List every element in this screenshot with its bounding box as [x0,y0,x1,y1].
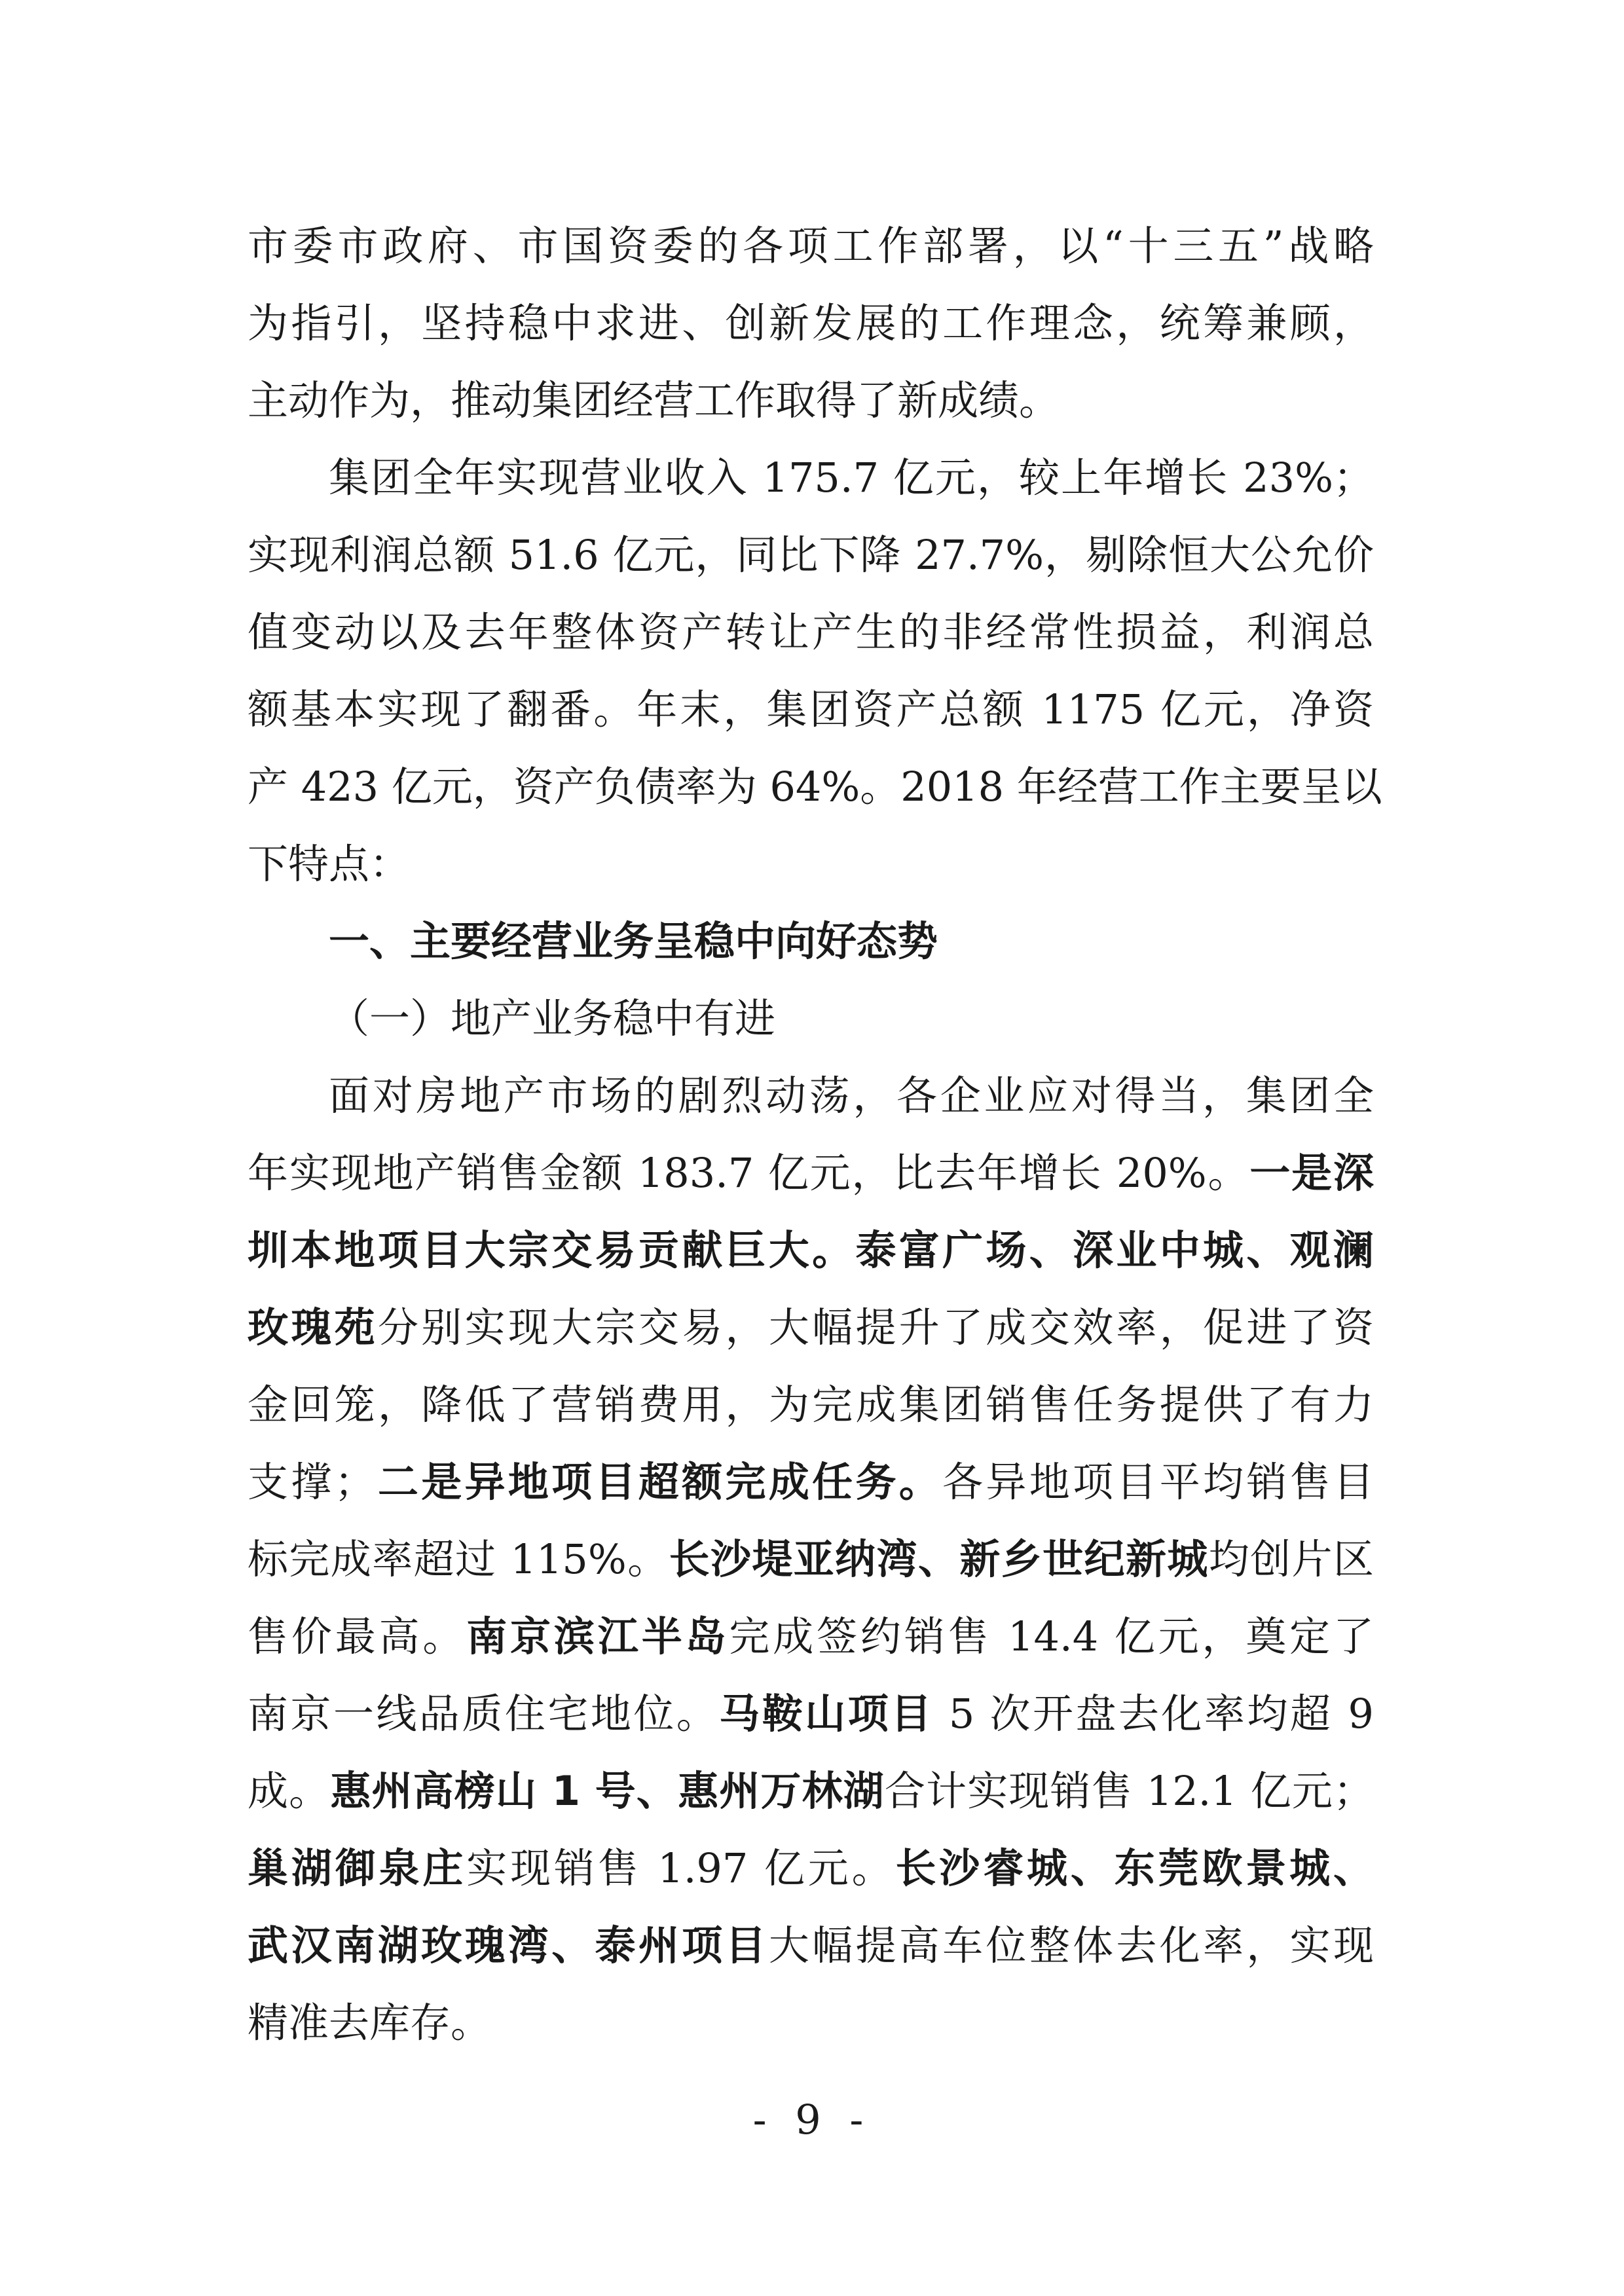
paragraph-line: 巢湖御泉庄实现销售 1.97 亿元。长沙睿城、东莞欧景城、 [248,1844,1374,1892]
section-heading: 一、主要经营业务呈稳中向好态势 [329,917,938,965]
paragraph-line: 市委市政府、市国资委的各项工作部署，以“十三五”战略 [248,222,1374,270]
paragraph-line: 南京一线品质住宅地位。马鞍山项目 5 次开盘去化率均超 9 [248,1690,1374,1738]
paragraph-line: 圳本地项目大宗交易贡献巨大。泰富广场、深业中城、观澜 [248,1226,1374,1274]
paragraph-line: 额基本实现了翻番。年末，集团资产总额 1175 亿元，净资 [248,685,1374,733]
paragraph-line: 产 423 亿元，资产负债率为 64%。2018 年经营工作主要呈以 [248,763,1382,811]
paragraph-line: 玫瑰苑分别实现大宗交易，大幅提升了成交效率，促进了资 [248,1303,1374,1351]
paragraph-line: 金回笼，降低了营销费用，为完成集团销售任务提供了有力 [248,1381,1374,1429]
paragraph-line: 为指引，坚持稳中求进、创新发展的工作理念，统筹兼顾， [248,299,1374,347]
paragraph-line: 精准去库存。 [248,1999,492,2047]
page-number: - 9 - [752,2096,872,2143]
paragraph-line: 年实现地产销售金额 183.7 亿元，比去年增长 20%。一是深 [248,1149,1374,1197]
paragraph-line: 值变动以及去年整体资产转让产生的非经常性损益，利润总 [248,608,1374,656]
paragraph-line: 武汉南湖玫瑰湾、泰州项目大幅提高车位整体去化率，实现 [248,1922,1374,1969]
paragraph-line: 支撑；二是异地项目超额完成任务。各异地项目平均销售目 [248,1458,1374,1506]
paragraph-line: 面对房地产市场的剧烈动荡，各企业应对得当，集团全 [329,1072,1374,1120]
paragraph-line: 成。惠州高榜山 1 号、惠州万林湖合计实现销售 12.1 亿元； [248,1767,1374,1815]
paragraph-line: 标完成率超过 115%。长沙堤亚纳湾、新乡世纪新城均创片区 [248,1535,1374,1583]
paragraph-line: 售价最高。南京滨江半岛完成签约销售 14.4 亿元，奠定了 [248,1613,1374,1660]
paragraph-line: 实现利润总额 51.6 亿元，同比下降 27.7%，剔除恒大公允价 [248,531,1374,579]
paragraph-line: 下特点： [248,840,411,888]
paragraph-line: 集团全年实现营业收入 175.7 亿元，较上年增长 23%； [329,454,1374,501]
paragraph-line: 主动作为，推动集团经营工作取得了新成绩。 [248,376,1060,424]
subsection-heading: （一）地产业务稳中有进 [329,994,776,1042]
